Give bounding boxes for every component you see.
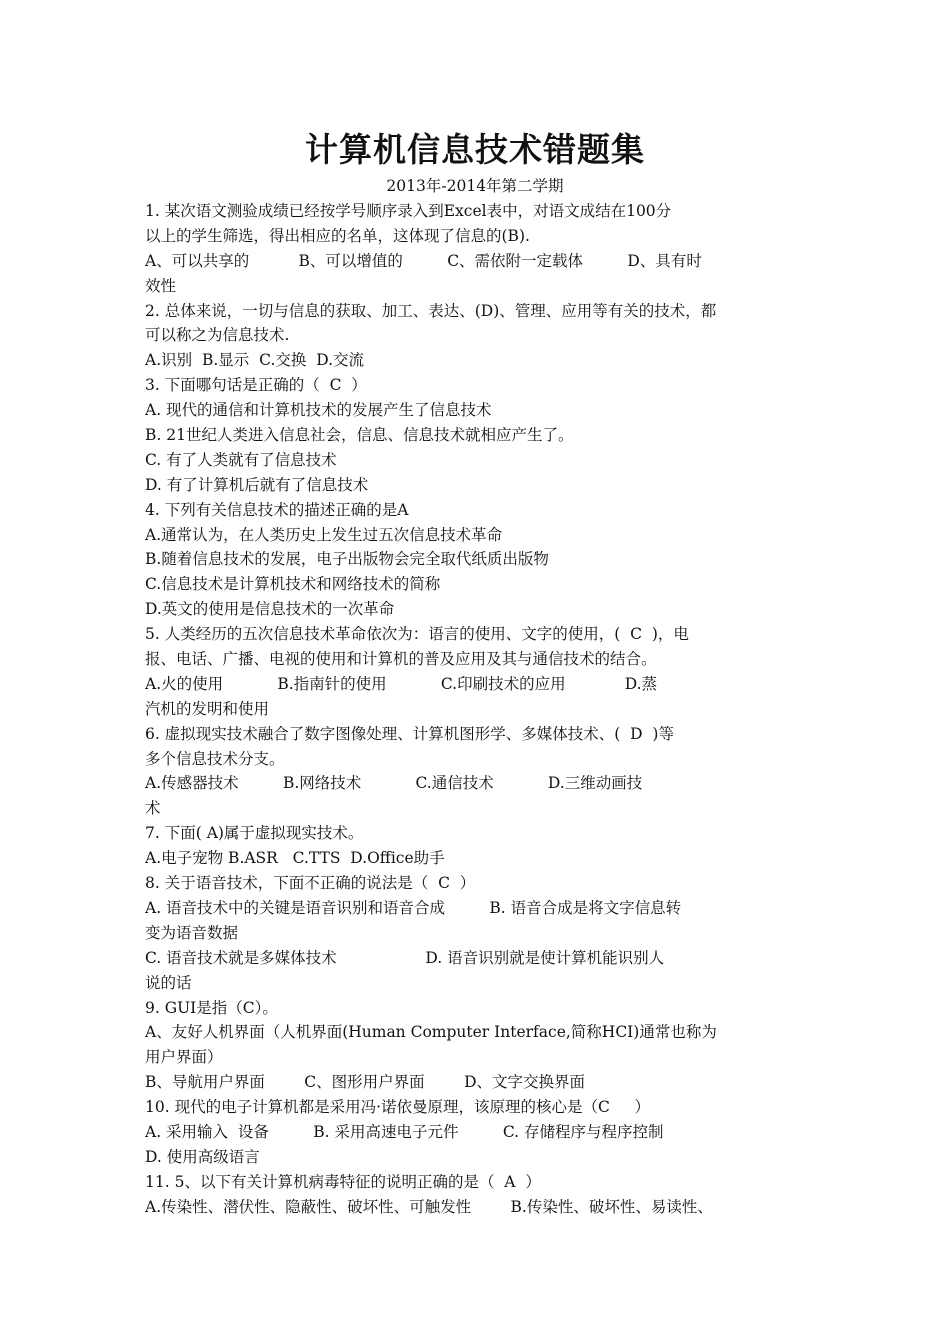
text-line: 变为语音数据 (145, 923, 239, 942)
text-line: C. 有了人类就有了信息技术 (145, 450, 337, 469)
text-line: 2. 总体来说，一切与信息的获取、加工、表达、(D)、管理、应用等有关的技术，都 (145, 301, 717, 320)
text-line: A.识别 B.显示 C.交换 D.交流 (145, 351, 365, 370)
text-line: A、友好人机界面（人机界面(Human Computer Interface,简称HCI)通常也称为 (145, 1023, 717, 1042)
text-line: 说的话 (145, 973, 192, 992)
text-line: 1. 某次语文测验成绩已经按学号顺序录入到Excel表中，对语文成结在100分 (145, 202, 672, 220)
text-line: 用户界面） (145, 1048, 223, 1067)
text-line: A. 采用输入 设备 B. 采用高速电子元件 C. 存储程序与程序控制 (145, 1122, 664, 1141)
text-line: B、导航用户界面 C、图形用户界面 D、文字交换界面 (145, 1073, 586, 1092)
text-line: B.随着信息技术的发展，电子出版物会完全取代纸质出版物 (145, 550, 549, 569)
text-line: 8. 关于语音技术，下面不正确的说法是（ C ） (145, 874, 476, 893)
text-line: 以上的学生筛选，得出相应的名单，这体现了信息的(B). (145, 226, 530, 245)
text-line: D. 有了计算机后就有了信息技术 (145, 475, 369, 494)
text-line: D.英文的使用是信息技术的一次革命 (145, 600, 395, 619)
text-line: A.传感器技术 B.网络技术 C.通信技术 D.三维动画技 (145, 774, 643, 793)
text-line: A.火的使用 B.指南针的使用 C.印刷技术的应用 D.蒸 (145, 674, 657, 693)
document-subtitle: 2013年-2014年第二学期 (386, 177, 564, 195)
text-line: D. 使用高级语言 (145, 1147, 260, 1166)
text-line: C. 语音技术就是多媒体技术 D. 语音识别就是使计算机能识别人 (145, 948, 665, 967)
text-line: 6. 虚拟现实技术融合了数字图像处理、计算机图形学、多媒体技术、( D )等 (145, 724, 674, 743)
text-line: A.传染性、潜伏性、隐蔽性、破坏性、可触发性 B.传染性、破坏性、易读性、 (145, 1197, 713, 1216)
text-line: A.电子宠物 B.ASR C.TTS D.Office助手 (145, 849, 445, 868)
text-line: 汽机的发明和使用 (145, 699, 270, 718)
document-body (145, 199, 810, 1220)
text-line: 10. 现代的电子计算机都是采用冯·诺依曼原理，该原理的核心是（C ） (145, 1098, 651, 1117)
text-line: C.信息技术是计算机技术和网络技术的简称 (145, 575, 441, 594)
text-line: B. 21世纪人类进入信息社会，信息、信息技术就相应产生了。 (145, 426, 574, 445)
text-line: 5. 人类经历的五次信息技术革命依次为：语言的使用、文字的使用，( C )，电 (145, 625, 689, 644)
text-line: 效性 (145, 276, 177, 295)
text-line: 7. 下面( A)属于虚拟现实技术。 (145, 824, 364, 843)
text-line: 多个信息技术分支。 (145, 749, 285, 768)
text-line: 4. 下列有关信息技术的描述正确的是A (145, 500, 409, 519)
document-title: 计算机信息技术错题集 (305, 130, 645, 169)
text-line: 11. 5、以下有关计算机病毒特征的说明正确的是（ A ） (145, 1172, 541, 1191)
text-line: 报、电话、广播、电视的使用和计算机的普及应用及其与通信技术的结合。 (145, 650, 657, 669)
text-line: 术 (145, 799, 161, 818)
text-line: 3. 下面哪句话是正确的（ C ） (145, 376, 367, 395)
text-line: A. 语音技术中的关键是语音识别和语音合成 B. 语音合成是将文字信息转 (145, 898, 682, 917)
text-line: 9. GUI是指（C）。 (145, 998, 278, 1017)
text-line: 可以称之为信息技术. (145, 326, 290, 345)
text-line: A.通常认为，在人类历史上发生过五次信息技术革命 (145, 525, 503, 544)
text-line: A. 现代的通信和计算机技术的发展产生了信息技术 (145, 401, 492, 420)
text-line: A、可以共享的 B、可以增值的 C、需依附一定载体 D、具有时 (145, 251, 702, 270)
